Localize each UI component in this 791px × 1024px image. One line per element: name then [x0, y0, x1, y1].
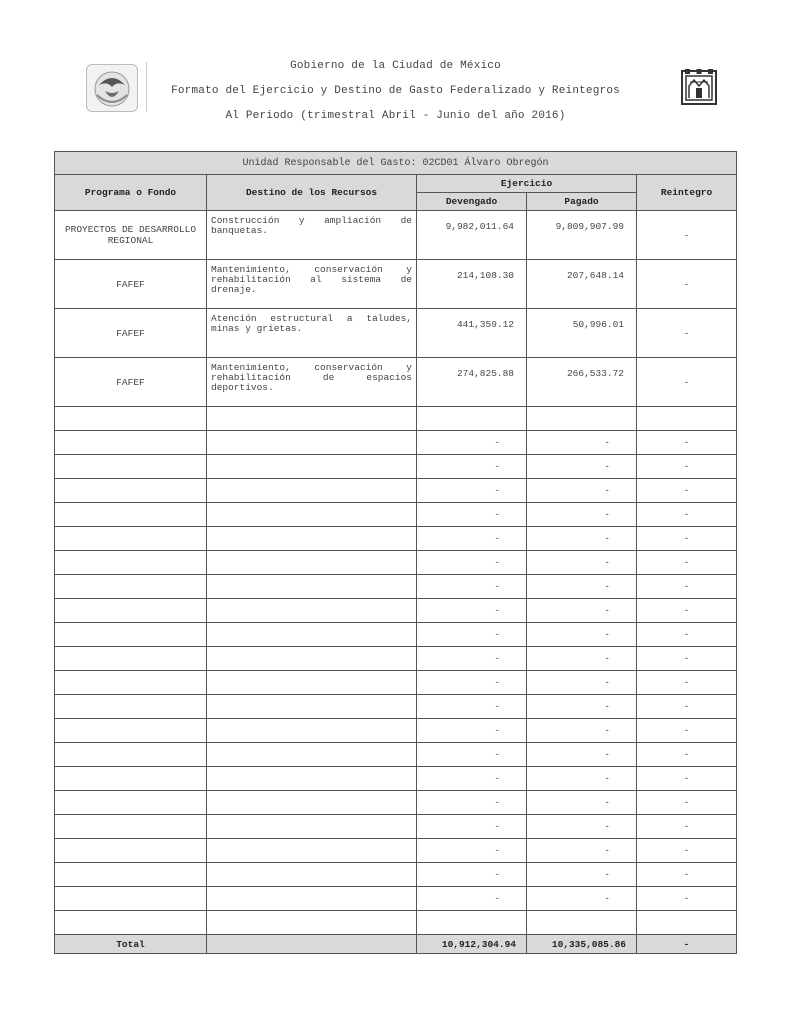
- cell-destino: [207, 671, 417, 695]
- cell-programa: FAFEF: [55, 309, 207, 358]
- cell-devengado: -: [417, 887, 527, 911]
- cell-reintegro: -: [637, 719, 737, 743]
- cell-devengado: -: [417, 791, 527, 815]
- cell-destino: [207, 479, 417, 503]
- cell-pagado: -: [527, 599, 637, 623]
- cell-programa: [55, 815, 207, 839]
- cell-destino: [207, 815, 417, 839]
- table-row: [55, 647, 737, 671]
- cell-devengado: 214,108.30: [417, 260, 527, 309]
- cell-reintegro: -: [637, 623, 737, 647]
- cell-devengado: -: [417, 623, 527, 647]
- cell-devengado: -: [417, 743, 527, 767]
- cell-pagado: -: [527, 647, 637, 671]
- cell-destino: [207, 791, 417, 815]
- total-row: [55, 935, 737, 954]
- cell-pagado: 266,533.72: [527, 358, 637, 407]
- total-devengado: 10,912,304.94: [417, 935, 527, 954]
- cell-devengado: -: [417, 767, 527, 791]
- cell-programa: [55, 695, 207, 719]
- cell-pagado: -: [527, 719, 637, 743]
- report-format-title: Formato del Ejercicio y Destino de Gasto Federalizado y Reintegros: [171, 85, 620, 97]
- cell-programa: [55, 767, 207, 791]
- table-row: [55, 211, 737, 260]
- cell-programa: PROYECTOS DE DESARROLLO REGIONAL: [55, 211, 207, 260]
- cell-destino: [207, 599, 417, 623]
- report-period: Al Periodo (trimestral Abril - Junio del año 2016): [225, 110, 566, 122]
- cell-destino: [207, 551, 417, 575]
- cell-programa: [55, 503, 207, 527]
- cell-destino: Construcción y ampliación de banquetas.: [207, 211, 417, 260]
- cell-destino: [207, 503, 417, 527]
- cell-destino: [207, 839, 417, 863]
- cell-devengado: -: [417, 863, 527, 887]
- cell-pagado: -: [527, 551, 637, 575]
- cell-pagado: 207,648.14: [527, 260, 637, 309]
- table-row: [55, 767, 737, 791]
- government-title: Gobierno de la Ciudad de México: [290, 60, 501, 72]
- cell-reintegro: -: [637, 527, 737, 551]
- cell-pagado: [527, 407, 637, 431]
- table-row: [55, 599, 737, 623]
- cell-destino: [207, 743, 417, 767]
- cell-destino: [207, 455, 417, 479]
- cell-programa: [55, 791, 207, 815]
- cell-programa: [55, 407, 207, 431]
- cell-pagado: -: [527, 671, 637, 695]
- cell-pagado: 50,996.01: [527, 309, 637, 358]
- cell-pagado: -: [527, 479, 637, 503]
- cell-destino: [207, 431, 417, 455]
- total-pagado: 10,335,085.86: [527, 935, 637, 954]
- cell-programa: [55, 743, 207, 767]
- column-header-programa: Programa o Fondo: [55, 175, 207, 211]
- table-row: [55, 671, 737, 695]
- cell-devengado: 441,359.12: [417, 309, 527, 358]
- cell-devengado: -: [417, 599, 527, 623]
- cell-destino: Atención estructural a taludes, minas y grietas.: [207, 309, 417, 358]
- table-row: [55, 815, 737, 839]
- cell-reintegro: -: [637, 599, 737, 623]
- cell-programa: [55, 887, 207, 911]
- column-header-pagado: Pagado: [527, 193, 637, 211]
- cell-reintegro: -: [637, 551, 737, 575]
- cell-devengado: -: [417, 647, 527, 671]
- cell-devengado: -: [417, 839, 527, 863]
- cell-destino: [207, 623, 417, 647]
- table-row: [55, 309, 737, 358]
- cell-reintegro: -: [637, 575, 737, 599]
- cell-devengado: -: [417, 551, 527, 575]
- cell-pagado: 9,809,907.99: [527, 211, 637, 260]
- cell-devengado: -: [417, 455, 527, 479]
- table-row: [55, 551, 737, 575]
- cell-programa: [55, 863, 207, 887]
- table-row: [55, 863, 737, 887]
- table-row: [55, 743, 737, 767]
- table-row: [55, 719, 737, 743]
- column-header-destino: Destino de los Recursos: [207, 175, 417, 211]
- cell-destino: [207, 647, 417, 671]
- cell-reintegro: -: [637, 503, 737, 527]
- table-row: [55, 887, 737, 911]
- cell-reintegro: -: [637, 647, 737, 671]
- cell-reintegro: -: [637, 479, 737, 503]
- table-row: [55, 260, 737, 309]
- cell-reintegro: -: [637, 863, 737, 887]
- cell-pagado: -: [527, 839, 637, 863]
- cell-devengado: -: [417, 671, 527, 695]
- cell-pagado: -: [527, 767, 637, 791]
- cell-pagado: -: [527, 623, 637, 647]
- cell-destino: [207, 719, 417, 743]
- cell-devengado: -: [417, 431, 527, 455]
- cell-reintegro: [637, 407, 737, 431]
- responsible-unit-title: Unidad Responsable del Gasto: 02CD01 Álvaro Obregón: [55, 152, 737, 175]
- table-row: [55, 479, 737, 503]
- cell-devengado: -: [417, 815, 527, 839]
- cell-programa: FAFEF: [55, 260, 207, 309]
- cell-devengado: -: [417, 479, 527, 503]
- cell-programa: [55, 431, 207, 455]
- cell-devengado: 9,982,011.64: [417, 211, 527, 260]
- table-row: [55, 358, 737, 407]
- cell-reintegro: -: [637, 791, 737, 815]
- cell-destino: [207, 911, 417, 935]
- cell-programa: [55, 527, 207, 551]
- cell-pagado: -: [527, 431, 637, 455]
- cell-devengado: 274,825.88: [417, 358, 527, 407]
- cell-pagado: -: [527, 815, 637, 839]
- cell-destino: [207, 575, 417, 599]
- total-label: Total: [55, 935, 207, 954]
- cell-programa: [55, 575, 207, 599]
- cell-reintegro: -: [637, 671, 737, 695]
- cell-programa: [55, 551, 207, 575]
- column-header-devengado: Devengado: [417, 193, 527, 211]
- cell-programa: FAFEF: [55, 358, 207, 407]
- cell-reintegro: -: [637, 743, 737, 767]
- cell-devengado: [417, 911, 527, 935]
- cell-programa: [55, 911, 207, 935]
- cell-programa: [55, 671, 207, 695]
- cell-programa: [55, 479, 207, 503]
- cell-pagado: -: [527, 527, 637, 551]
- cell-pagado: -: [527, 791, 637, 815]
- table-row: [55, 623, 737, 647]
- cell-pagado: -: [527, 743, 637, 767]
- unit-row: [55, 152, 737, 175]
- cell-destino: Mantenimiento, conservación y rehabilitación al sistema de drenaje.: [207, 260, 417, 309]
- cell-reintegro: -: [637, 309, 737, 358]
- cell-pagado: -: [527, 887, 637, 911]
- cell-devengado: -: [417, 695, 527, 719]
- cell-destino: [207, 863, 417, 887]
- table-row: [55, 575, 737, 599]
- cell-reintegro: -: [637, 455, 737, 479]
- cell-destino: [207, 695, 417, 719]
- cell-reintegro: -: [637, 431, 737, 455]
- expenditure-table: [54, 151, 737, 954]
- cell-programa: [55, 647, 207, 671]
- cell-pagado: -: [527, 575, 637, 599]
- cell-pagado: -: [527, 503, 637, 527]
- column-header-reintegro: Reintegro: [637, 175, 737, 211]
- cell-reintegro: -: [637, 887, 737, 911]
- total-reintegro: -: [637, 935, 737, 954]
- cell-pagado: -: [527, 695, 637, 719]
- total-destino: [207, 935, 417, 954]
- cell-devengado: [417, 407, 527, 431]
- cell-destino: [207, 767, 417, 791]
- table-row: [55, 839, 737, 863]
- cell-reintegro: -: [637, 839, 737, 863]
- cell-devengado: -: [417, 719, 527, 743]
- cell-reintegro: -: [637, 260, 737, 309]
- table-row: [55, 407, 737, 431]
- cell-destino: [207, 407, 417, 431]
- cell-reintegro: -: [637, 211, 737, 260]
- cell-programa: [55, 719, 207, 743]
- cell-programa: [55, 599, 207, 623]
- cell-programa: [55, 839, 207, 863]
- cell-reintegro: -: [637, 358, 737, 407]
- cell-programa: [55, 455, 207, 479]
- cell-reintegro: -: [637, 767, 737, 791]
- table-row: [55, 911, 737, 935]
- cell-pagado: [527, 911, 637, 935]
- cell-programa: [55, 623, 207, 647]
- cell-reintegro: [637, 911, 737, 935]
- table-row: [55, 791, 737, 815]
- table-row: [55, 503, 737, 527]
- cell-devengado: -: [417, 527, 527, 551]
- cell-devengado: -: [417, 575, 527, 599]
- cell-destino: [207, 527, 417, 551]
- table-row: [55, 695, 737, 719]
- cell-destino: Mantenimiento, conservación y rehabilitación de espacios deportivos.: [207, 358, 417, 407]
- column-header-ejercicio: Ejercicio: [417, 175, 637, 193]
- table-row: [55, 455, 737, 479]
- cell-pagado: -: [527, 863, 637, 887]
- header-row: [55, 175, 737, 193]
- table-row: [55, 431, 737, 455]
- alvaro-obregon-seal-logo: [681, 68, 717, 106]
- cell-reintegro: -: [637, 815, 737, 839]
- cell-destino: [207, 887, 417, 911]
- cell-devengado: -: [417, 503, 527, 527]
- table-row: [55, 527, 737, 551]
- cell-pagado: -: [527, 455, 637, 479]
- cell-reintegro: -: [637, 695, 737, 719]
